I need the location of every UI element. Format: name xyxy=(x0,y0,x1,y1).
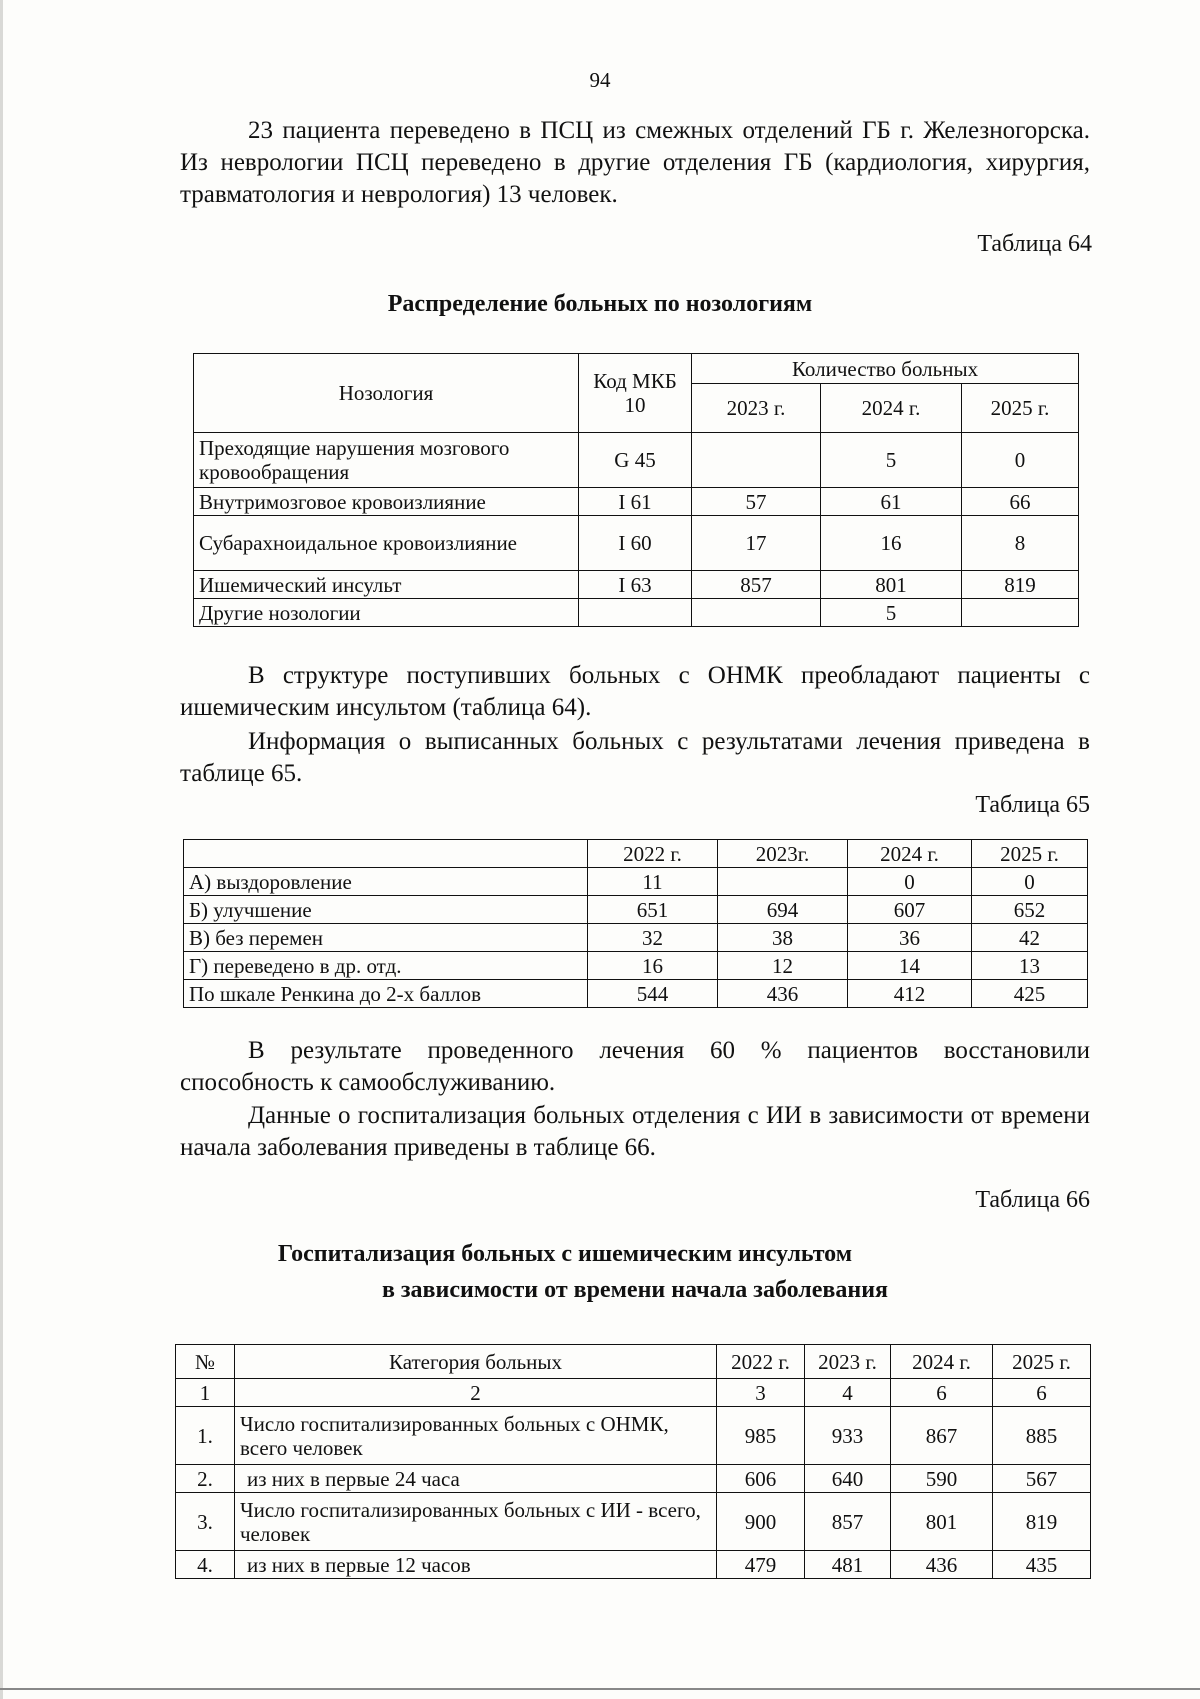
column-number: 6 xyxy=(891,1379,993,1407)
table-row xyxy=(184,868,1088,896)
outcome-cell: Г) переведено в др. отд. xyxy=(184,952,588,980)
value-cell: 13 xyxy=(972,952,1088,980)
value-cell: 66 xyxy=(962,488,1079,516)
nosology-cell: Субарахноидальное кровоизлияние xyxy=(194,516,579,571)
value-cell: 801 xyxy=(891,1493,993,1551)
outcome-cell: А) выздоровление xyxy=(184,868,588,896)
page-number: 94 xyxy=(589,68,611,92)
value-cell: 819 xyxy=(993,1493,1091,1551)
value-cell: 885 xyxy=(993,1407,1091,1465)
value-cell: 11 xyxy=(588,868,718,896)
value-cell: 590 xyxy=(891,1465,993,1493)
value-cell: 640 xyxy=(805,1465,891,1493)
value-cell xyxy=(692,433,821,488)
nosology-cell: Ишемический инсульт xyxy=(194,571,579,599)
table-row xyxy=(184,924,1088,952)
header-year-2024: 2024 г. xyxy=(848,840,972,868)
value-cell: 694 xyxy=(718,896,848,924)
value-cell: 867 xyxy=(891,1407,993,1465)
value-cell: 61 xyxy=(821,488,962,516)
table-65-label: Таблица 65 xyxy=(975,792,1090,818)
table-64-label: Таблица 64 xyxy=(977,231,1092,257)
header-year-2024: 2024 г. xyxy=(891,1345,993,1379)
value-cell xyxy=(962,599,1079,627)
header-year-2022: 2022 г. xyxy=(588,840,718,868)
value-cell: 652 xyxy=(972,896,1088,924)
table-66-title-line-1: Госпитализация больных с ишемическим инсультом xyxy=(277,1241,853,1267)
paragraph-hospitalization-data: Данные о госпитализация больных отделения с ИИ в зависимости от времени начала заболевания приведены в таблице 66. xyxy=(180,1102,1090,1161)
column-number: 6 xyxy=(993,1379,1091,1407)
outcome-cell: По шкале Ренкина до 2-х баллов xyxy=(184,980,588,1008)
icd-code-cell: I 61 xyxy=(579,488,692,516)
paragraph-treatment-result: В результате проведенного лечения 60 % пациентов восстановили способность к самообслуживанию. xyxy=(180,1037,1090,1096)
value-cell: 32 xyxy=(588,924,718,952)
value-cell: 607 xyxy=(848,896,972,924)
category-cell: из них в первые 24 часа xyxy=(235,1465,717,1493)
value-cell: 651 xyxy=(588,896,718,924)
row-number: 4. xyxy=(176,1551,235,1579)
value-cell: 8 xyxy=(962,516,1079,571)
table-row xyxy=(176,1407,1091,1465)
value-cell: 5 xyxy=(821,599,962,627)
table-row xyxy=(194,488,1079,516)
value-cell xyxy=(692,599,821,627)
scan-bottom-edge xyxy=(0,1688,1200,1690)
value-cell: 38 xyxy=(718,924,848,952)
header-year-2024: 2024 г. xyxy=(821,384,962,433)
header-year-2023: 2023 г. xyxy=(805,1345,891,1379)
value-cell: 481 xyxy=(805,1551,891,1579)
table-65 xyxy=(183,839,1088,1008)
table-row xyxy=(194,433,1079,488)
table-row xyxy=(184,980,1088,1008)
value-cell: 42 xyxy=(972,924,1088,952)
outcome-cell: Б) улучшение xyxy=(184,896,588,924)
outcome-cell: В) без перемен xyxy=(184,924,588,952)
table-64-title: Распределение больных по нозологиям xyxy=(387,291,813,317)
value-cell: 57 xyxy=(692,488,821,516)
paragraph-discharged-info: Информация о выписанных больных с результатами лечения приведена в таблице 65. xyxy=(180,728,1090,787)
table-row xyxy=(176,1551,1091,1579)
category-cell: из них в первые 12 часов xyxy=(235,1551,717,1579)
column-number: 3 xyxy=(717,1379,805,1407)
header-year-2025: 2025 г. xyxy=(972,840,1088,868)
value-cell: 900 xyxy=(717,1493,805,1551)
value-cell: 544 xyxy=(588,980,718,1008)
nosology-cell: Другие нозологии xyxy=(194,599,579,627)
header-year-2025: 2025 г. xyxy=(962,384,1079,433)
table-66-title-line-2: в зависимости от времени начала заболевания xyxy=(381,1277,889,1303)
value-cell: 0 xyxy=(972,868,1088,896)
value-cell: 425 xyxy=(972,980,1088,1008)
value-cell: 436 xyxy=(891,1551,993,1579)
value-cell: 857 xyxy=(805,1493,891,1551)
header-nosology: Нозология xyxy=(194,354,579,433)
value-cell: 12 xyxy=(718,952,848,980)
icd-code-cell: I 60 xyxy=(579,516,692,571)
column-number: 2 xyxy=(235,1379,717,1407)
value-cell: 36 xyxy=(848,924,972,952)
column-number: 4 xyxy=(805,1379,891,1407)
value-cell: 567 xyxy=(993,1465,1091,1493)
icd-code-cell xyxy=(579,599,692,627)
paragraph-structure: В структуре поступивших больных с ОНМК преобладают пациенты с ишемическим инсультом (таблица 64). xyxy=(180,662,1090,721)
value-cell: 17 xyxy=(692,516,821,571)
header-patient-count: Количество больных xyxy=(692,354,1079,384)
value-cell: 5 xyxy=(821,433,962,488)
scan-left-edge xyxy=(0,0,3,1699)
value-cell xyxy=(718,868,848,896)
nosology-cell: Преходящие нарушения мозгового кровообращения xyxy=(194,433,579,488)
value-cell: 0 xyxy=(848,868,972,896)
table-66-label: Таблица 66 xyxy=(975,1187,1090,1213)
table-row xyxy=(184,896,1088,924)
icd-code-cell: I 63 xyxy=(579,571,692,599)
paragraph-transfers: 23 пациента переведено в ПСЦ из смежных отделений ГБ г. Железногорска. Из неврологии ПСЦ переведено в другие отделения ГБ (кардиология, хирургия, травматология и неврология) 13 человек. xyxy=(180,117,1090,208)
table-row xyxy=(194,599,1079,627)
header-empty xyxy=(184,840,588,868)
value-cell: 16 xyxy=(588,952,718,980)
value-cell: 412 xyxy=(848,980,972,1008)
header-number: № xyxy=(176,1345,235,1379)
category-cell: Число госпитализированных больных с ИИ - всего, человек xyxy=(235,1493,717,1551)
value-cell: 819 xyxy=(962,571,1079,599)
value-cell: 606 xyxy=(717,1465,805,1493)
value-cell: 933 xyxy=(805,1407,891,1465)
value-cell: 14 xyxy=(848,952,972,980)
row-number: 1. xyxy=(176,1407,235,1465)
header-year-2023: 2023 г. xyxy=(692,384,821,433)
table-row xyxy=(194,571,1079,599)
value-cell: 479 xyxy=(717,1551,805,1579)
value-cell: 435 xyxy=(993,1551,1091,1579)
category-cell: Число госпитализированных больных с ОНМК, всего человек xyxy=(235,1407,717,1465)
value-cell: 985 xyxy=(717,1407,805,1465)
nosology-cell: Внутримозговое кровоизлияние xyxy=(194,488,579,516)
header-icd-code: Код МКБ 10 xyxy=(579,354,692,433)
value-cell: 16 xyxy=(821,516,962,571)
table-66 xyxy=(175,1344,1091,1579)
column-numbers-row xyxy=(176,1379,1091,1407)
header-category: Категория больных xyxy=(235,1345,717,1379)
table-64 xyxy=(193,353,1079,627)
value-cell: 0 xyxy=(962,433,1079,488)
row-number: 2. xyxy=(176,1465,235,1493)
table-row xyxy=(194,516,1079,571)
header-year-2022: 2022 г. xyxy=(717,1345,805,1379)
value-cell: 801 xyxy=(821,571,962,599)
column-number: 1 xyxy=(176,1379,235,1407)
value-cell: 857 xyxy=(692,571,821,599)
row-number: 3. xyxy=(176,1493,235,1551)
table-row xyxy=(176,1493,1091,1551)
table-row xyxy=(176,1465,1091,1493)
header-year-2023: 2023г. xyxy=(718,840,848,868)
header-year-2025: 2025 г. xyxy=(993,1345,1091,1379)
table-row xyxy=(184,952,1088,980)
value-cell: 436 xyxy=(718,980,848,1008)
icd-code-cell: G 45 xyxy=(579,433,692,488)
